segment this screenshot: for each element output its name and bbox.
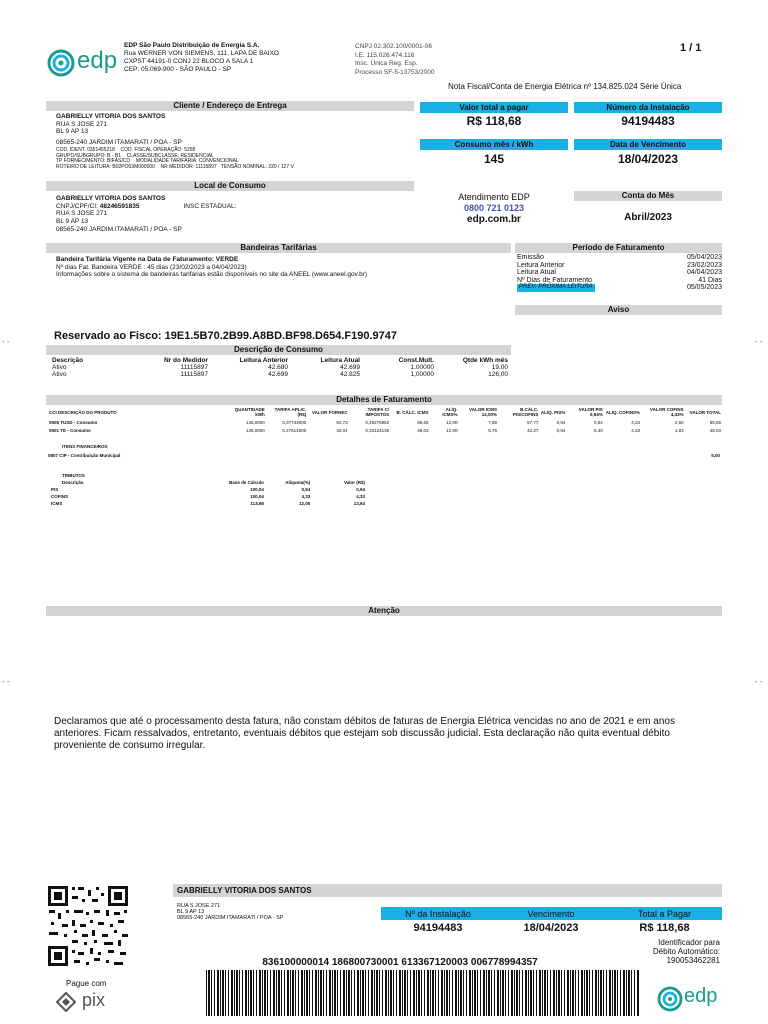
stub-name: GABRIELLY VITORIA DOS SANTOS [173,884,722,897]
periodo-row [517,277,722,285]
periodo-row-label: Emissão [517,254,544,261]
table-cell: 2,50 [674,420,684,425]
table-cell: 0,40 [593,428,603,433]
periodo-row-value: 41 Dias [698,276,722,284]
detalhes-header: Detalhes de Faturamento [46,395,722,405]
stub-line-3: 08565-240 JARDIM ITAMARATI / POA - SP [177,915,284,921]
detalhes-table [48,407,722,433]
company-cnpj: CNPJ 02.302.100/0001-06 [355,43,432,50]
table-row [48,493,368,500]
cliente-codes [56,148,416,170]
table-cell: 5,76 [488,428,497,433]
atendimento-block [420,192,568,226]
consumo-col: Const.Mult. [398,357,434,364]
table-cell: 145,0000 [245,428,265,433]
edp-logo-bottom-text: edp [684,985,718,1007]
cliente-name: GABRIELLY VITORIA DOS SANTOS [56,113,166,120]
table-cell: 1,83 [674,428,684,433]
table-row [50,364,510,371]
local-cnpj-label: CNPJ/CPF/CI: [56,202,98,210]
table-cell: 40,04 [336,428,348,433]
cliente-medidor: NR MEDIDOR: 11115897 [160,163,217,170]
detalhes-table-header [48,407,722,417]
table-cell: 100,04 [250,487,264,492]
valor-total-label: Valor total a pagar [420,102,568,113]
table-cell: 0,94 [556,420,566,425]
table-cell: Ativo [52,371,67,378]
table-cell: 0,94 [356,487,365,492]
cliente-modalidade: MODALIDADE TARIFÁRIA: CONVENCIONAL [135,158,239,164]
table-cell: 48,03 [709,428,721,433]
periodo-prox-value: 05/05/2023 [686,284,722,291]
qr-code-icon [46,884,130,968]
stub-ident-label-2: Débito Automático: [652,947,720,956]
atencao-text: Declaramos que até o processamento desta fatura, não constam débitos de faturas de Energia Elétrica vencidas no ano de 2021 e em anos anteriores. Ficam ressalvados, entretanto, eventuais débitos que estejam sob discussão judicial. Esta declaração não quita eventual débito proveniente de consumo irregular. [54,716,675,751]
local-line-3: 08565-240 JARDIM ITAMARATI / POA - SP [56,226,182,233]
instalacao-label: Número da Instalação [574,102,722,113]
detalhes-col: B.CÁLC. PIS/COFINS [512,407,539,417]
valor-total-value: R$ 118,68 [466,114,522,128]
consumo-mes-label: Consumo mês / kWh [420,139,568,150]
crop-mark-left-bottom: - - [2,677,10,686]
table-cell: 113,68 [250,501,264,506]
pix-logo-text: pix [82,990,106,1010]
table-cell: 12,00 [446,420,458,425]
table-cell: 42,27 [527,428,539,433]
table-cell: 1,00000 [410,364,434,371]
table-cell: 4,33 [301,494,311,499]
table-cell: PIS [51,487,59,492]
atendimento-site[interactable]: edp.com.br [467,214,521,225]
periodo-row-label: Nº Dias de Faturamento [517,276,592,284]
company-ie: I.E. 115.026.474.116 [355,51,415,59]
table-cell: 65,65 [709,420,721,425]
consumo-header: Descrição de Consumo [46,345,511,355]
table-cell: 0,27614000 [282,428,307,433]
crop-mark-right-top: - - [755,337,763,346]
instalacao-value: 94194483 [621,114,675,128]
table-cell: 19,00 [491,364,508,371]
detalhes-col: ALÍQ. COFINS% [605,409,641,415]
detalhes-col: B. CÁLC. ICMS [396,409,429,415]
stub-total-value: R$ 118,68 [639,922,690,934]
table-cell: 42.825 [340,371,360,378]
table-cell: 12,00 [446,428,458,433]
detalhes-col: TARIFA C/ IMPOSTOS [365,407,390,417]
cliente-grupo: GRUPO/SUBGRUPO: B - B1 [56,152,122,159]
edp-logo-bottom-icon [656,985,684,1013]
detalhes-col: VALOR COFINS 4,33% [649,407,684,417]
tributos-table [48,479,368,507]
table-cell: 42.680 [268,364,288,371]
atencao-header: Atenção [46,606,722,616]
cliente-tensao: TENSÃO NOMINAL: 220 / 127 V [220,163,294,170]
bandeiras-header: Bandeiras Tarifárias [46,243,511,253]
company-address-1: Rua WERNER VON SIEMENS, 111, LAPA DE BAIXO [124,50,279,57]
local-line-2: BL 9 AP 13 [56,217,89,225]
stub-venc-label: Vencimento [527,909,575,919]
table-cell: 0,37743000 [282,420,307,425]
stub-ident-label-1: Identificador para [658,938,720,947]
table-cell: 42.699 [340,364,360,371]
cliente-line-2: BL 9 AP 13 [56,128,89,135]
tributos-col: Alíquota(%) [285,480,311,485]
cliente-roteiro: ROTEIRO DE LEITURA: B02PO03M000000 [56,163,155,170]
consumo-col: Qtde kWh mês [462,357,508,364]
tributos-col: Descrição [62,480,84,485]
company-info [124,42,324,74]
table-cell: 4,33 [631,420,641,425]
tributos-col: Valor (R$) [343,480,365,485]
conta-mes-label: Conta do Mês [574,191,722,201]
detalhes-col: QUANTIDADE kWh [234,407,265,417]
stub-venc-value: 18/04/2023 [523,922,579,934]
table-row [48,500,368,507]
periodo-row-label: Leitura Atual [517,269,556,276]
table-cell: 0605 TUSD - Consumo [49,420,98,425]
consumo-col: Nr do Medidor [163,357,208,364]
company-name: EDP São Paulo Distribuição de Energia S.A. [124,42,260,49]
periodo-header: Período de Faturamento [515,243,722,253]
table-cell: 12,00 [298,501,311,506]
consumo-mes-value: 145 [483,152,505,166]
table-cell: 4,33 [356,494,365,499]
table-cell: 11115897 [180,364,208,371]
bandeiras-line-1: Bandeira Tarifária Vigente na Data de Faturamento: VERDE [56,256,239,263]
table-cell: 48,03 [417,428,429,433]
local-cnpj: 48246591835 [99,202,140,210]
table-cell: 0,33124136 [365,428,390,433]
periodo-row [517,262,722,270]
local-insc: INSC ESTADUAL: [183,202,237,210]
table-cell: 4,33 [631,428,641,433]
detalhes-col: VALOR FORNEC [312,409,348,415]
cliente-block [56,113,416,146]
vencimento-label: Data de Vencimento [574,139,722,150]
table-cell: 1,00000 [410,371,434,378]
detalhes-col: VALOR ICMS 12,00% [469,407,497,417]
edp-logo-text: edp [77,47,118,74]
crop-mark-left-top: - - [2,337,10,346]
atendimento-phone[interactable]: 0800 721 0123 [463,203,525,213]
company-insc: Insc. Única Reg. Esp. [355,60,418,67]
table-cell: 100,04 [250,494,264,499]
table-cell: Ativo [52,364,67,371]
cip-value: 5,00 [711,453,720,458]
stub-ident-block [612,938,720,965]
periodo-block [517,254,722,292]
table-cell: 0,45275962 [365,420,390,425]
table-cell: ICMS [51,501,63,506]
local-header: Local de Consumo [46,181,414,191]
vencimento-value: 18/04/2023 [617,152,679,166]
local-name: GABRIELLY VITORIA DOS SANTOS [56,195,166,202]
pix-label: Pague com [66,979,107,988]
conta-mes-value: Abril/2023 [624,212,672,223]
consumo-table [50,357,510,378]
detalhes-col: VALOR PIS 0,94% [578,407,603,417]
tributos-label: TRIBUTOS [62,473,85,478]
cliente-tp-fornec: TP FORNECIMENTO: BIFÁSICO [56,158,131,164]
qr-code[interactable] [46,884,130,968]
edp-logo [46,46,116,80]
consumo-col: Descrição [52,357,84,364]
periodo-prox-label: PREV. PRÓXIMA LEITURA [519,284,593,290]
table-row [48,428,722,433]
table-cell: 13,64 [353,501,365,506]
itens-financeiros-label: ITENS FINANCEIROS [62,444,108,449]
table-cell: 54,73 [336,420,348,425]
consumo-table-header [50,357,510,364]
barcode[interactable] [206,970,640,1016]
stub-total-label: Total a Pagar [637,909,692,919]
detalhes-col: ALÍQ. PIS% [540,409,566,415]
periodo-row-value: 04/04/2023 [686,269,722,276]
table-cell: 145,0000 [245,420,265,425]
cliente-line-1: RUA S JOSE 271 [56,120,107,128]
local-line-1: RUA S JOSE 271 [56,210,107,217]
table-cell: 7,88 [488,420,497,425]
local-block [56,195,416,234]
table-cell: 11115897 [180,371,208,378]
company-registry [355,43,475,77]
table-cell: COFINS [51,494,69,499]
fisco-code: Reservado ao Fisco: 19E1.5B70.2B99.A8BD.BF98.D654.F190.9747 [54,330,398,342]
atendimento-title: Atendimento EDP [458,192,530,202]
table-row [48,486,368,493]
periodo-row [517,269,722,277]
bandeiras-block [56,256,511,279]
periodo-row-value: 05/04/2023 [686,254,722,261]
table-cell: 0,54 [593,420,603,425]
table-cell: 65,65 [417,420,429,425]
stub-inst-label: Nº da Instalação [405,909,471,919]
bandeiras-line-3: Informações sobre o sistema de bandeiras tarifárias estão disponíveis no site da ANEEL (www.aneel.gov.br) [56,271,368,278]
periodo-row-label: Leitura Anterior [517,261,565,269]
tributos-table-header [48,479,368,486]
cip-label: 0807 CIP - Contribuição Municipal [48,453,121,458]
company-address-2: CXPST 44191-0 CONJ 22 BLOCO A SALA 1 [124,58,254,65]
barcode-number: 836100000014 186800730001 613367120003 006778994357 [262,957,538,968]
company-processo: Processo SF-5-13753/2000 [355,68,435,76]
periodo-row-value: 23/02/2023 [686,261,722,269]
periodo-prox-row [517,284,722,292]
table-cell: 126,00 [488,371,508,378]
pix-icon [56,992,76,1012]
detalhes-col: ALÍQ. ICMS% [442,407,458,417]
pix-logo [56,990,136,1014]
stub-inst-value: 94194483 [413,922,463,934]
table-cell: 42.699 [268,371,288,378]
cliente-header: Cliente / Endereço de Entrega [46,101,414,111]
cliente-cod-fiscal: COD. FISCAL OPERAÇÃO: 5258 [120,147,196,153]
table-row [50,371,510,378]
invoice-title: Nota Fiscal/Conta de Energia Elétrica nº 134.825.024 Série Única [448,82,682,91]
table-cell: 0,94 [301,487,311,492]
table-cell: 57,77 [527,420,539,425]
detalhes-col: VALOR TOTAL [689,409,721,415]
table-cell: 0,94 [556,428,566,433]
table-cell: 0601 TE - Consumo [49,428,91,433]
stub-line-1: RUA S JOSE 271 [177,903,221,909]
cliente-cod-ident: COD. IDENT. 0351455218 [56,147,115,153]
consumo-col: Leitura Atual [320,357,360,364]
crop-mark-right-bottom: - - [755,677,763,686]
aviso-header: Aviso [515,305,722,315]
detalhes-col: TARIFA APLIC. (R$) [274,407,307,417]
stub-line-2: BL 9 AP 13 [177,909,205,915]
bandeiras-line-2: Nº dias Fat. Bandeira VERDE : 45 dias (23/02/2023 a 04/04/2023) [56,263,247,271]
company-address-3: CEP: 05.069-900 - SÃO PAULO - SP [124,66,232,73]
tributos-col: Base de Cálculo [229,480,264,485]
cliente-classe: CLASSE/SUBCLASSE: RESIDENCIAL [126,152,214,159]
periodo-row [517,254,722,262]
cliente-line-3: 08565-240 JARDIM ITAMARATI / POA - SP [56,138,182,146]
consumo-col: Leitura Anterior [239,357,288,364]
detalhes-col: CCI DESCRIÇÃO DO PRODUTO [49,409,117,415]
edp-logo-bottom [656,985,726,1015]
stub-ident-value: 190053462281 [666,956,720,965]
page-number: 1 / 1 [680,42,702,54]
